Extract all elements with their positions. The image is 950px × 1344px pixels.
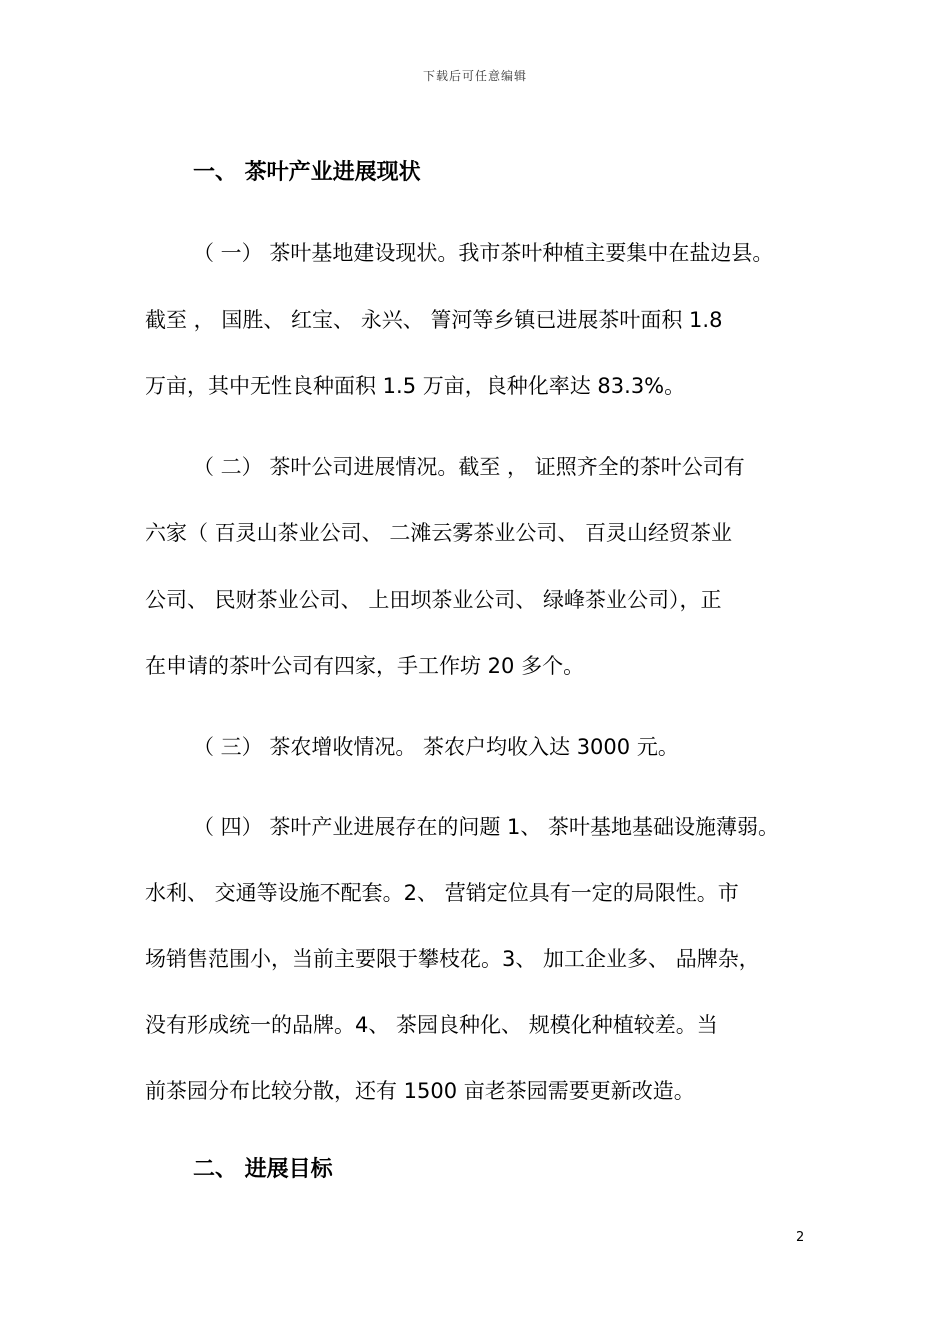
paragraph-4-line-4: 没有形成统一的品牌。4、 茶园良种化、 规模化种植较差。当 [145, 1013, 718, 1037]
paragraph-4-line-1: （ 四） 茶叶产业进展存在的问题 1、 茶叶基地基础设施薄弱。 [193, 815, 780, 839]
paragraph-4-line-2: 水利、 交通等设施不配套。2、 营销定位具有一定的局限性。市 [145, 881, 739, 905]
paragraph-2-line-1: （ 二） 茶叶公司进展情况。截至 ， 证照齐全的茶叶公司有 [193, 455, 745, 479]
paragraph-1-line-3: 万亩，其中无性良种面积 1.5 万亩，良种化率达 83.3%。 [145, 374, 686, 398]
paragraph-2-line-2: 六家（ 百灵山茶业公司、 二滩云雾茶业公司、 百灵山经贸茶业 [145, 521, 733, 545]
paragraph-2-line-3: 公司、 民财茶业公司、 上田坝茶业公司、 绿峰茶业公司），正 [145, 588, 722, 612]
paragraph-4-line-5: 前茶园分布比较分散，还有 1500 亩老茶园需要更新改造。 [145, 1079, 695, 1103]
paragraph-4-line-3: 场销售范围小，当前主要限于攀枝花。3、 加工企业多、 品牌杂， [145, 947, 760, 971]
page-number: 2 [796, 1230, 805, 1245]
paragraph-3-line-1: （ 三） 茶农增收情况。 茶农户均收入达 3000 元。 [193, 735, 679, 759]
paragraph-1-line-2: 截至 ， 国胜、 红宝、 永兴、 箐河等乡镇已进展茶叶面积 1.8 [145, 308, 723, 332]
header-note: 下载后可任意编辑 [422, 69, 527, 83]
section-heading-1: 一、 茶叶产业进展现状 [193, 160, 421, 185]
paragraph-1-line-1: （ 一） 茶叶基地建设现状。我市茶叶种植主要集中在盐边县。 [193, 241, 774, 265]
paragraph-2-line-4: 在申请的茶叶公司有四家，手工作坊 20 多个。 [145, 654, 585, 678]
section-heading-2: 二、 进展目标 [193, 1157, 333, 1182]
